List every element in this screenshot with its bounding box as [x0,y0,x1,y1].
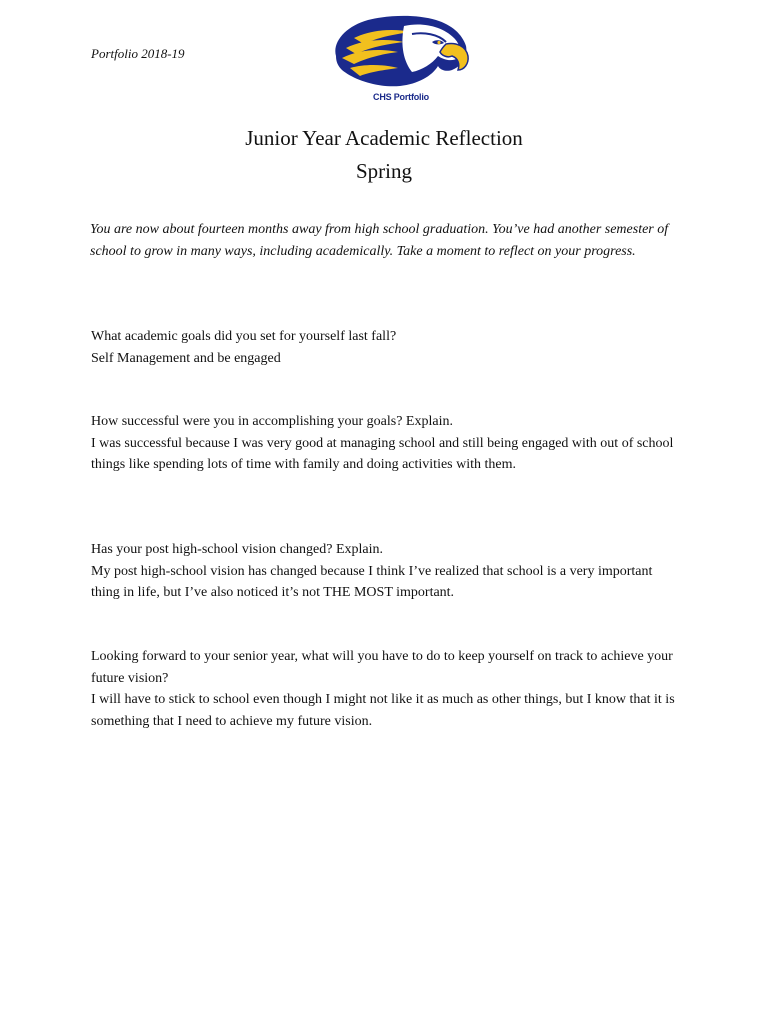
question-block-4 [91,646,681,732]
question-block-3 [91,539,681,604]
question-text: What academic goals did you set for yourself last fall? [91,329,397,344]
answer-text: I will have to stick to school even though I might not like it as much as other things, but I know that it is something that I need to achieve my future vision. [91,692,675,729]
question-text: How successful were you in accomplishing your goals? Explain. [91,414,453,429]
question-text: Looking forward to your senior year, what will you have to do to keep yourself on track to achieve your future vision? [91,649,673,686]
question-block-2 [91,411,681,476]
page-subtitle: Spring [355,159,412,183]
answer-text: I was successful because I was very good at managing school and still being engaged with out of school things like spending lots of time with family and doing activities with them. [91,435,674,472]
page-title: Junior Year Academic Reflection [245,126,523,150]
question-block-1 [91,326,681,369]
portfolio-label: Portfolio 2018-19 [91,46,185,61]
answer-text: My post high-school vision has changed because I think I’ve realized that school is a very important thing in life, but I’ve also noticed it’s not THE MOST important. [91,563,653,600]
question-text: Has your post high-school vision changed? Explain. [91,542,384,557]
school-logo [328,12,474,108]
logo-caption: CHS Portfolio [373,92,429,102]
eagle-head-logo-icon [328,12,474,90]
intro-paragraph: You are now about fourteen months away from high school graduation. You’ve had another semester of school to grow in many ways, including academically. Take a moment to reflect on your progress. [90,222,669,259]
answer-text: Self Management and be engaged [91,350,281,366]
